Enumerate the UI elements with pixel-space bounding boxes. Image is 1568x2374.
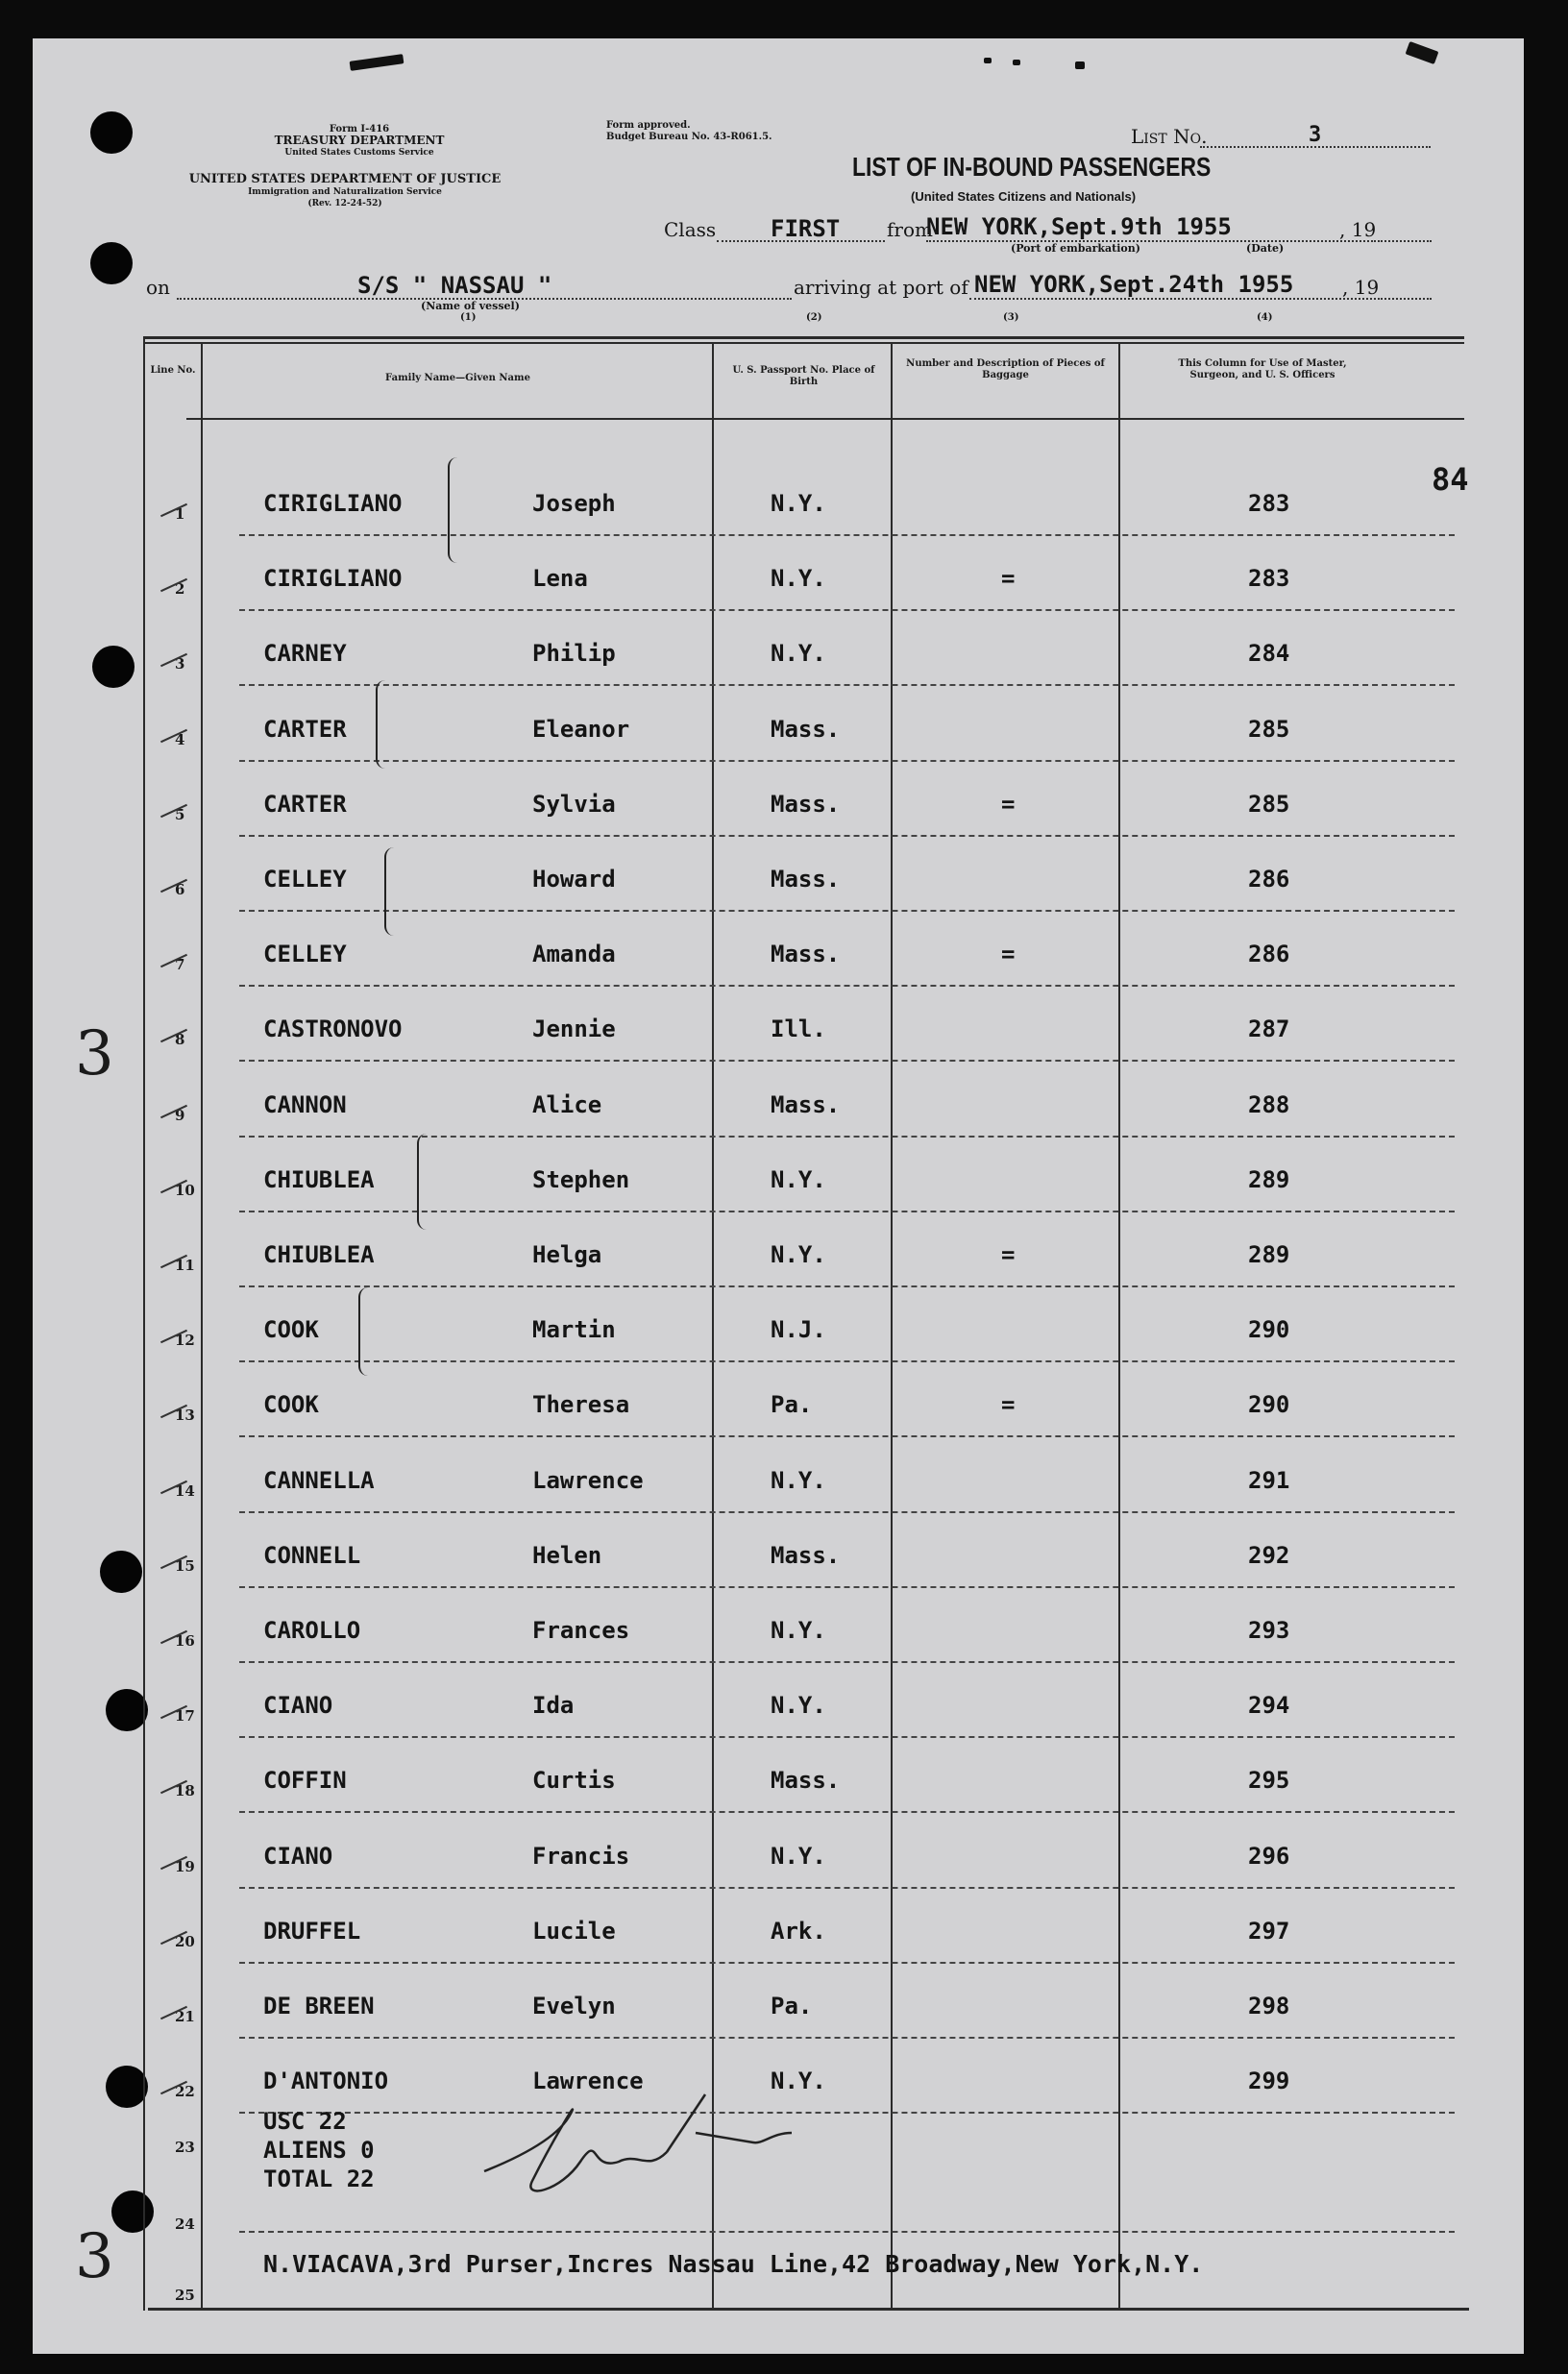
baggage-mark: =	[1001, 791, 1016, 818]
place-of-birth: N.Y.	[771, 565, 826, 592]
given-name: Philip	[532, 640, 616, 667]
summary-aliens: ALIENS 0	[263, 2137, 375, 2164]
line-number-23: 23	[175, 2139, 195, 2156]
line-number: 4	[175, 731, 185, 748]
given-name: Joseph	[532, 490, 616, 517]
officer-number: 287	[1248, 1016, 1290, 1042]
place-of-birth: N.Y.	[771, 1166, 826, 1193]
family-name: CELLEY	[263, 941, 347, 967]
baggage-mark: =	[1001, 941, 1016, 967]
purser-line: N.VIACAVA,3rd Purser,Incres Nassau Line,42 Broadway,New York,N.Y.	[263, 2250, 1204, 2278]
family-name: DE BREEN	[263, 1993, 375, 2019]
line-number: 20	[175, 1933, 195, 1950]
row-divider	[239, 684, 1455, 686]
table-bottom-rule	[148, 2308, 1469, 2311]
officer-number: 291	[1248, 1467, 1290, 1494]
place-of-birth: N.Y.	[771, 1241, 826, 1268]
treasury-dept: TREASURY DEPARTMENT	[274, 134, 445, 147]
row-divider	[239, 1811, 1455, 1813]
place-of-birth: N.Y.	[771, 1843, 826, 1870]
ins-service: Immigration and Naturalization Service	[248, 187, 442, 197]
family-name: COFFIN	[263, 1767, 347, 1794]
class-label: Class	[664, 218, 717, 241]
officer-number: 289	[1248, 1166, 1290, 1193]
margin-note-3: 3	[75, 1018, 114, 1089]
punch-hole	[90, 242, 133, 284]
line-number: 13	[175, 1407, 195, 1424]
year-suffix-2: , 19	[1342, 276, 1380, 299]
line-no-divider	[201, 342, 203, 2310]
row-divider	[239, 910, 1455, 912]
row-divider	[239, 1887, 1455, 1889]
family-name: CIRIGLIANO	[263, 565, 403, 592]
place-of-birth: N.Y.	[771, 1692, 826, 1719]
page-title: LIST OF IN-BOUND PASSENGERS	[852, 152, 1212, 182]
line-number: 9	[175, 1107, 185, 1124]
family-name: CANNELLA	[263, 1467, 375, 1494]
manifest-page	[33, 38, 1524, 2354]
customs-service: United States Customs Service	[284, 148, 434, 158]
date-caption: (Date)	[1246, 242, 1285, 255]
margin-note-3b: 3	[75, 2221, 114, 2292]
line-number-24: 24	[175, 2215, 195, 2233]
given-name: Evelyn	[532, 1993, 616, 2019]
family-name: CIRIGLIANO	[263, 490, 403, 517]
family-name: CIANO	[263, 1692, 333, 1719]
summary-usc: USC 22	[263, 2108, 347, 2135]
col-num-4: (4)	[1257, 312, 1273, 323]
family-name: CONNELL	[263, 1542, 361, 1569]
scan-speck	[1406, 41, 1439, 64]
place-of-birth: N.Y.	[771, 1467, 826, 1494]
officer-number: 290	[1248, 1316, 1290, 1343]
given-name: Lawrence	[532, 1467, 644, 1494]
family-name: COOK	[263, 1391, 319, 1418]
row-divider	[239, 985, 1455, 987]
col-num-2: (2)	[806, 312, 822, 323]
class-value: FIRST	[771, 215, 841, 242]
summary-total: TOTAL 22	[263, 2166, 375, 2192]
row-divider	[239, 1586, 1455, 1588]
year-line-1	[1378, 240, 1432, 242]
given-name: Eleanor	[532, 716, 630, 743]
line-number: 8	[175, 1031, 185, 1048]
form-number: Form I-416	[329, 124, 390, 135]
page-mark: 84	[1432, 461, 1469, 498]
col-header-passport: U. S. Passport No. Place of Birth	[732, 365, 875, 387]
col-header-baggage: Number and Description of Pieces of Baggage	[906, 358, 1105, 380]
officer-number: 290	[1248, 1391, 1290, 1418]
place-of-birth: Mass.	[771, 941, 841, 967]
given-name: Francis	[532, 1843, 630, 1870]
line-number: 16	[175, 1632, 195, 1650]
line-number: 2	[175, 580, 185, 598]
punch-hole	[100, 1551, 142, 1593]
row-divider	[239, 2231, 1455, 2233]
row-divider	[239, 609, 1455, 611]
from-line	[926, 240, 1376, 242]
given-name: Ida	[532, 1692, 575, 1719]
given-name: Lucile	[532, 1918, 616, 1945]
officer-number: 288	[1248, 1091, 1290, 1118]
scan-speck	[984, 58, 992, 63]
line-number: 11	[175, 1257, 195, 1274]
family-name: CELLEY	[263, 866, 347, 893]
family-name: D'ANTONIO	[263, 2068, 389, 2094]
col-num-1: (1)	[460, 312, 477, 323]
family-name: CARTER	[263, 791, 347, 818]
place-of-birth: Mass.	[771, 716, 841, 743]
officer-number: 284	[1248, 640, 1290, 667]
row-divider	[239, 1661, 1455, 1663]
place-of-birth: Ark.	[771, 1918, 826, 1945]
revision: (Rev. 12-24-52)	[307, 199, 382, 208]
scan-speck	[350, 54, 404, 71]
given-name: Alice	[532, 1091, 602, 1118]
baggage-mark: =	[1001, 1391, 1016, 1418]
line-number: 15	[175, 1557, 195, 1575]
given-name: Helen	[532, 1542, 602, 1569]
row-divider	[239, 1435, 1455, 1437]
on-label: on	[146, 276, 170, 299]
from-label: from	[887, 218, 933, 241]
row-divider	[239, 1736, 1455, 1738]
name-divider	[712, 342, 714, 2310]
punch-hole	[111, 2190, 154, 2233]
line-number: 5	[175, 806, 185, 823]
line-number: 10	[175, 1182, 195, 1199]
given-name: Howard	[532, 866, 616, 893]
place-of-birth: Mass.	[771, 1542, 841, 1569]
table-left-border	[143, 336, 145, 2311]
official-signature	[475, 2075, 859, 2219]
punch-hole	[92, 646, 135, 688]
header-bottom-rule	[186, 418, 1464, 420]
row-divider	[239, 1511, 1455, 1513]
budget-bureau: Budget Bureau No. 43-R061.5.	[606, 132, 772, 142]
list-no-label: List No.	[1131, 125, 1208, 148]
place-of-birth: Mass.	[771, 791, 841, 818]
given-name: Lena	[532, 565, 588, 592]
officer-number: 286	[1248, 866, 1290, 893]
baggage-mark: =	[1001, 1241, 1016, 1268]
given-name: Helga	[532, 1241, 602, 1268]
col-num-3: (3)	[1003, 312, 1019, 323]
officer-number: 297	[1248, 1918, 1290, 1945]
punch-hole	[106, 2066, 148, 2108]
family-name: CHIUBLEA	[263, 1241, 375, 1268]
family-name: CARTER	[263, 716, 347, 743]
row-divider	[239, 1360, 1455, 1362]
row-divider	[239, 1962, 1455, 1964]
officer-number: 294	[1248, 1692, 1290, 1719]
officer-number: 283	[1248, 565, 1290, 592]
officer-number: 289	[1248, 1241, 1290, 1268]
family-name: CARNEY	[263, 640, 347, 667]
line-number: 21	[175, 2008, 195, 2025]
officer-number: 285	[1248, 791, 1290, 818]
officer-number: 293	[1248, 1617, 1290, 1644]
place-of-birth: Pa.	[771, 1993, 813, 2019]
officer-number: 286	[1248, 941, 1290, 967]
col-header-line: Line No.	[150, 365, 196, 376]
line-number-25: 25	[175, 2287, 195, 2304]
given-name: Sylvia	[532, 791, 616, 818]
place-of-birth: N.Y.	[771, 490, 826, 517]
port-caption: (Port of embarkation)	[1011, 242, 1140, 255]
place-of-birth: Ill.	[771, 1016, 826, 1042]
form-approved: Form approved.	[606, 120, 691, 131]
line-number: 7	[175, 956, 185, 973]
page-subtitle: (United States Citizens and Nationals)	[911, 189, 1137, 204]
place-of-birth: N.J.	[771, 1316, 826, 1343]
vessel-value: S/S " NASSAU "	[357, 272, 552, 299]
officer-number: 283	[1248, 490, 1290, 517]
place-of-birth: Mass.	[771, 1767, 841, 1794]
line-number: 18	[175, 1782, 195, 1799]
row-divider	[239, 835, 1455, 837]
line-number: 14	[175, 1482, 195, 1500]
officer-number: 285	[1248, 716, 1290, 743]
place-of-birth: N.Y.	[771, 2068, 826, 2094]
baggage-divider	[1118, 342, 1120, 2310]
line-number: 3	[175, 655, 185, 673]
justice-dept: UNITED STATES DEPARTMENT OF JUSTICE	[188, 172, 502, 186]
family-bracket	[384, 847, 400, 936]
line-number: 1	[175, 505, 185, 523]
given-name: Frances	[532, 1617, 630, 1644]
list-no-value: 3	[1309, 123, 1322, 147]
year-suffix-1: , 19	[1339, 218, 1377, 241]
year-line-2	[1378, 298, 1432, 300]
row-divider	[239, 1285, 1455, 1287]
given-name: Amanda	[532, 941, 616, 967]
place-of-birth: N.Y.	[771, 640, 826, 667]
row-divider	[239, 1060, 1455, 1062]
place-of-birth: Mass.	[771, 1091, 841, 1118]
scan-speck	[1013, 60, 1020, 65]
line-number: 12	[175, 1332, 195, 1349]
given-name: Curtis	[532, 1767, 616, 1794]
given-name: Theresa	[532, 1391, 630, 1418]
arrival-line	[969, 298, 1376, 300]
given-name: Jennie	[532, 1016, 616, 1042]
table-top-rule-2	[143, 342, 1464, 344]
punch-hole	[90, 111, 133, 154]
given-name: Stephen	[532, 1166, 630, 1193]
col-header-officers: This Column for Use of Master, Surgeon, and U. S. Officers	[1178, 358, 1347, 380]
passport-divider	[891, 342, 893, 2310]
place-of-birth: Mass.	[771, 866, 841, 893]
family-name: COOK	[263, 1316, 319, 1343]
line-number: 22	[175, 2083, 195, 2100]
officer-number: 299	[1248, 2068, 1290, 2094]
punch-hole	[106, 1689, 148, 1731]
baggage-mark: =	[1001, 565, 1016, 592]
embarkation-value: NEW YORK,Sept.9th 1955	[926, 213, 1232, 240]
family-name: CANNON	[263, 1091, 347, 1118]
officer-number: 296	[1248, 1843, 1290, 1870]
given-name: Lawrence	[532, 2068, 644, 2094]
officer-number: 292	[1248, 1542, 1290, 1569]
family-name: CIANO	[263, 1843, 333, 1870]
given-name: Martin	[532, 1316, 616, 1343]
family-name: DRUFFEL	[263, 1918, 361, 1945]
scan-speck	[1075, 61, 1085, 69]
line-number: 6	[175, 881, 185, 898]
place-of-birth: N.Y.	[771, 1617, 826, 1644]
line-number: 17	[175, 1707, 195, 1725]
col-header-name: Family Name—Given Name	[385, 373, 530, 383]
officer-number: 295	[1248, 1767, 1290, 1794]
arrival-value: NEW YORK,Sept.24th 1955	[974, 271, 1294, 298]
arriving-label: arriving at port of	[794, 276, 968, 299]
family-bracket	[448, 457, 463, 563]
officer-number: 298	[1248, 1993, 1290, 2019]
row-divider	[239, 534, 1455, 536]
row-divider	[239, 760, 1455, 762]
family-bracket	[417, 1134, 432, 1230]
family-bracket	[358, 1287, 374, 1376]
family-name: CASTRONOVO	[263, 1016, 403, 1042]
family-name: CHIUBLEA	[263, 1166, 375, 1193]
row-divider	[239, 2037, 1455, 2039]
place-of-birth: Pa.	[771, 1391, 813, 1418]
line-number: 19	[175, 1858, 195, 1875]
family-name: CAROLLO	[263, 1617, 361, 1644]
vessel-caption: (Name of vessel)	[421, 300, 520, 312]
family-bracket	[376, 680, 391, 769]
table-top-rule	[143, 336, 1464, 339]
